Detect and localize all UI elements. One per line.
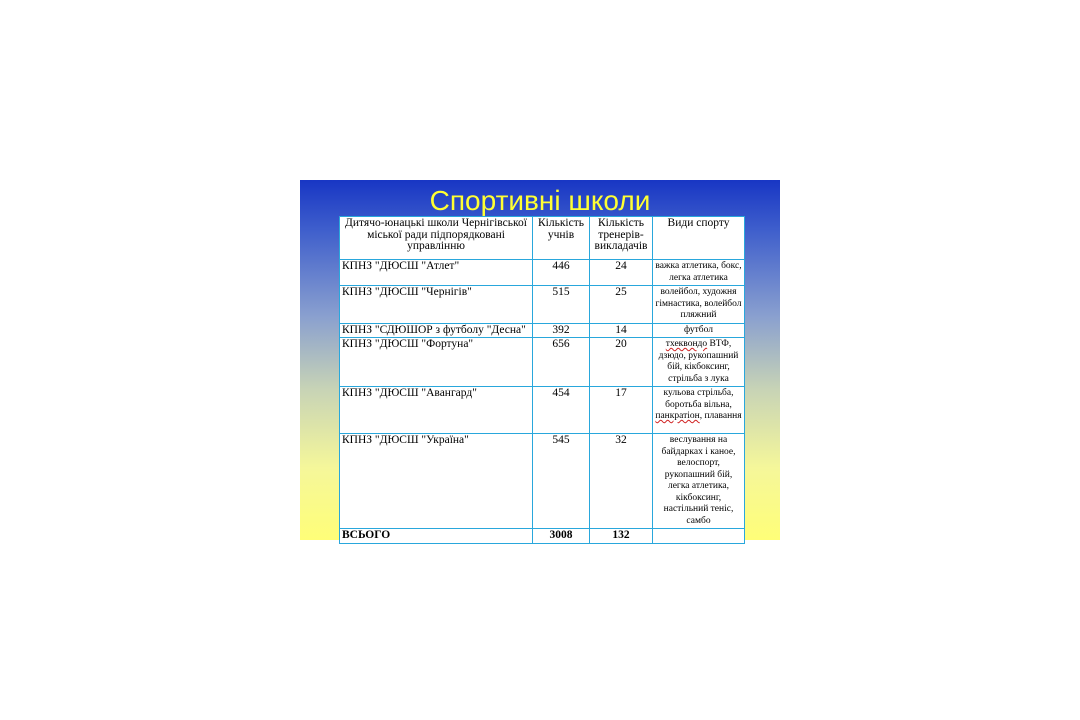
sports-schools-table bbox=[339, 216, 745, 544]
total-label: ВСЬОГО bbox=[340, 529, 533, 544]
coaches-count: 17 bbox=[590, 387, 653, 434]
coaches-count: 20 bbox=[590, 338, 653, 387]
students-count: 515 bbox=[533, 286, 590, 324]
students-count: 656 bbox=[533, 338, 590, 387]
school-name: КПНЗ "ДЮСШ "Україна" bbox=[340, 434, 533, 529]
sports-list: волейбол, художня гімнастика, волейбол пляжний bbox=[653, 286, 745, 324]
sports-list: веслування на байдарках і каное, велоспорт, рукопашний бій, легка атлетика, кікбоксинг, настільний теніс, самбо bbox=[653, 434, 745, 529]
total-sports-empty bbox=[653, 529, 745, 544]
school-name: КПНЗ "ДЮСШ "Фортуна" bbox=[340, 338, 533, 387]
header-sports: Види спорту bbox=[653, 217, 745, 260]
school-name: КПНЗ "ДЮСШ "Авангард" bbox=[340, 387, 533, 434]
total-coaches: 132 bbox=[590, 529, 653, 544]
header-school: Дитячо-юнацькі школи Чернігівської міської ради підпорядковані управлінню bbox=[340, 217, 533, 260]
slide-title: Спортивні школи bbox=[429, 185, 651, 216]
students-count: 545 bbox=[533, 434, 590, 529]
header-students: Кількість учнів bbox=[533, 217, 590, 260]
table-row bbox=[340, 387, 745, 434]
table-row bbox=[340, 323, 745, 338]
table-row bbox=[340, 260, 745, 286]
coaches-count: 14 bbox=[590, 323, 653, 338]
students-count: 392 bbox=[533, 323, 590, 338]
spellcheck-marked-word: панкратіон bbox=[655, 411, 700, 421]
table-total-row bbox=[340, 529, 745, 544]
spellcheck-marked-word: тхеквондо bbox=[665, 339, 708, 349]
school-name: КПНЗ "СДЮШОР з футболу "Десна" bbox=[340, 323, 533, 338]
slide bbox=[300, 180, 780, 540]
table-row bbox=[340, 338, 745, 387]
coaches-count: 25 bbox=[590, 286, 653, 324]
school-name: КПНЗ "ДЮСШ "Атлет" bbox=[340, 260, 533, 286]
students-count: 446 bbox=[533, 260, 590, 286]
sports-list: важка атлетика, бокс, легка атлетика bbox=[653, 260, 745, 286]
table-row bbox=[340, 286, 745, 324]
sports-list: кульова стрільба, боротьба вільна, панкратіон, плавання bbox=[653, 387, 745, 434]
school-name: КПНЗ "ДЮСШ "Чернігів" bbox=[340, 286, 533, 324]
table-header-row bbox=[340, 217, 745, 260]
table-row bbox=[340, 434, 745, 529]
coaches-count: 24 bbox=[590, 260, 653, 286]
students-count: 454 bbox=[533, 387, 590, 434]
sports-list: тхеквондо ВТФ, дзюдо, рукопашний бій, кікбоксинг, стрільба з лука bbox=[653, 338, 745, 387]
sports-list: футбол bbox=[653, 323, 745, 338]
coaches-count: 32 bbox=[590, 434, 653, 529]
total-students: 3008 bbox=[533, 529, 590, 544]
header-coaches: Кількість тренерів-викладачів bbox=[590, 217, 653, 260]
